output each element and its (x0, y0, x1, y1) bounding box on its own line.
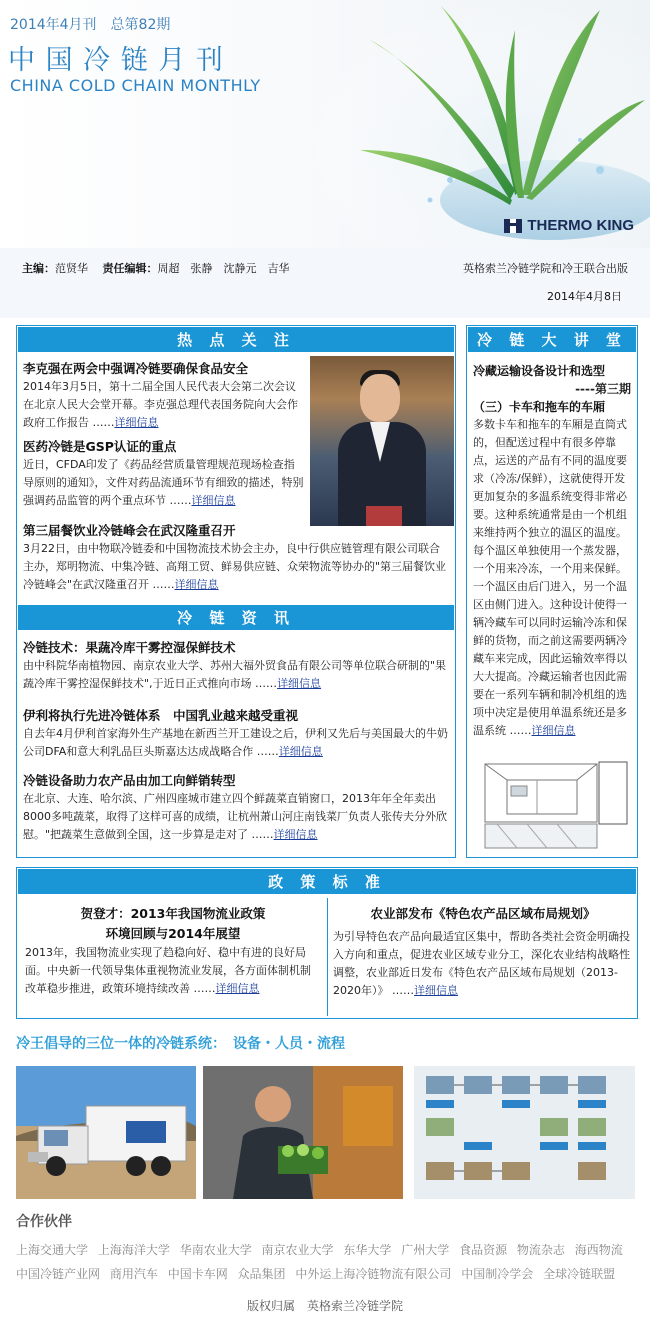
article-body: 3月22日，由中物联冷链委和中国物流技术协会主办，良中行供应链管理有限公司联合主办，郑明物流、中集冷链、高翔工贸、鲜易供应链、众荣物流等协办的"第三届餐饮业冷链峰会"在武汉隆重召开 …… (23, 542, 447, 591)
partner-link[interactable]: 华南农业大学 (179, 1243, 252, 1257)
article-body: 由中科院华南植物园、南京农业大学、苏州大福外贸食品有限公司等单位联合研制的"果蔬冷库干雾控湿保鲜技术",于近日正式推向市场 …… (23, 659, 447, 690)
article-title[interactable]: 农业部发布《特色农产品区域布局规划》 (370, 906, 596, 921)
editor-credits (22, 260, 290, 276)
partner-link[interactable]: 食品资源 (459, 1243, 508, 1257)
more-link[interactable]: 详细信息 (114, 416, 159, 429)
issue-line: 2014年4月刊 总第82期 (10, 17, 171, 33)
system-slogan: 冷王倡导的三位一体的冷链系统： 设备・人员・流程 (16, 1036, 345, 1052)
lecture-subheading: （三）卡车和拖车的车厢 (473, 400, 606, 414)
cold-chain-process-diagram (414, 1066, 635, 1199)
copyright: 版权归属 英格索兰冷链学院 (246, 1299, 403, 1313)
partner-link[interactable]: 南京农业大学 (261, 1243, 334, 1257)
publish-date: 2014年4月8日 (547, 290, 622, 303)
partner-link[interactable]: 中国冷链产业网 (16, 1267, 101, 1281)
article-title[interactable]: 冷链设备助力农产品由加工向鲜销转型 (23, 773, 236, 788)
news-article-2 (23, 707, 449, 761)
plant-splash-image (300, 0, 650, 248)
news-article-1 (23, 639, 449, 693)
lecture-period: ----第三期 (575, 382, 631, 396)
more-link[interactable]: 详细信息 (278, 745, 323, 758)
editor-label: 责任编辑： (102, 262, 158, 275)
partner-link[interactable]: 上海海洋大学 (97, 1243, 170, 1257)
partner-link[interactable]: 上海交通大学 (16, 1243, 89, 1257)
more-link[interactable]: 详细信息 (215, 982, 260, 995)
multi-temp-truck-diagram (477, 758, 637, 853)
partner-link[interactable]: 中国制冷学会 (461, 1267, 534, 1281)
policy-section-header: 政 策 标 准 (17, 868, 637, 895)
hot-article-3 (23, 522, 449, 594)
lecture-body: 多数卡车和拖车的车厢是直筒式的，但配送过程中有很多停靠点，运送的产品有不同的温度要求（冷冻/保鲜），这就使得开发更加复杂的多温系统变得非常必要。这种系统通常是由一个机组来维持两个独立的温区的温度。每个温区单独使用一个蒸发器，一个用来冷冻，一个用来保鲜。一个温区由后门进入，另一个温区由侧门进入。这种设计使得一辆冷藏车可以同时运输冷冻和保鲜的货物，而之前这需要两辆冷藏车来完成，因此运输效率得以大大提高。冷藏运输者也因此需要在一系列车辆和制冷机组的选项中决定是使用单温系统还是多温系统 …… (473, 418, 627, 737)
article-body: 2013年，我国物流业实现了趋稳向好、稳中有进的良好局面。中央新一代领导集体重视物流业发展，各方面体制机制改革稳步推进，政策环境持续改善 …… (25, 946, 311, 995)
chief-label: 主编： (22, 262, 55, 275)
article-title[interactable]: 冷链技术：果蔬冷库干雾控湿保鲜技术 (23, 640, 236, 655)
thermo-king-mark-icon (504, 219, 522, 233)
policy-right-article (333, 904, 633, 1000)
news-section-header: 冷 链 资 讯 (17, 604, 455, 631)
worker-vegetables-photo (203, 1066, 403, 1199)
partner-link[interactable]: 中外运上海冷链物流有限公司 (295, 1267, 452, 1281)
partner-link[interactable]: 物流杂志 (516, 1243, 565, 1257)
article-body: 自去年4月伊利首家海外生产基地在新西兰开工建设之后，伊利又先后与美国最大的牛奶公司DFA和意大利乳品巨头斯嘉达达成战略合作 …… (23, 727, 448, 758)
partner-link[interactable]: 众品集团 (237, 1267, 286, 1281)
partner-link[interactable]: 广州大学 (401, 1243, 450, 1257)
publisher: 英格索兰冷链学院和冷王联合出版 (463, 262, 628, 275)
chief-editor: 范贤华 (55, 262, 88, 275)
lecture-heading[interactable]: 冷藏运输设备设计和选型 (473, 364, 606, 378)
more-link[interactable]: 详细信息 (174, 578, 219, 591)
policy-box (16, 867, 638, 1019)
premier-photo (310, 356, 454, 526)
more-link[interactable]: 详细信息 (277, 677, 322, 690)
brand-name: THERMO KING (527, 217, 634, 234)
more-link[interactable]: 详细信息 (191, 494, 236, 507)
partner-link[interactable]: 全球冷链联盟 (543, 1267, 616, 1281)
policy-left-article (25, 904, 321, 998)
column-divider (327, 898, 328, 1016)
more-link[interactable]: 详细信息 (414, 984, 458, 997)
masthead (0, 0, 650, 248)
article-title-line2[interactable]: 环境回顾与2014年展望 (105, 926, 241, 941)
article-body: 近日，CFDA印发了《药品经营质量管理规范现场检查指导原则的通知》，文件对药品流通环节有细致的描述，特别强调药品监管的两个重点环节 …… (23, 458, 304, 507)
more-link[interactable]: 详细信息 (531, 724, 576, 737)
thermo-king-logo (504, 217, 634, 234)
article-body: 2014年3月5日，第十二届全国人民代表大会第二次会议在北京人民大会堂开幕。李克强总理代表国务院向大会作政府工作报告 …… (23, 380, 298, 429)
editors-bar (0, 248, 650, 318)
lecture-section-header: 冷 链 大 讲 堂 (467, 326, 637, 353)
lecture-content (473, 362, 631, 740)
hot-article-2 (23, 438, 305, 510)
article-title[interactable]: 第三届餐饮业冷链峰会在武汉隆重召开 (23, 523, 236, 538)
hot-section-header: 热 点 关 注 (17, 326, 455, 353)
partners-list (16, 1238, 636, 1286)
article-title[interactable]: 医药冷链是GSP认证的重点 (23, 439, 177, 454)
article-title[interactable]: 伊利将执行先进冷链体系 中国乳业越来越受重视 (23, 708, 299, 723)
title-cn: 中 国 冷 链 月 刊 (8, 45, 224, 76)
lecture-box (466, 325, 638, 858)
article-body: 为引导特色农产品向最适宜区集中，帮助各类社会资金明确投入方向和重点，促进农业区域专业分工，深化农业结构战略性调整，农业部近日发布《特色农产品区域布局规划（2013-2020年）》 …… (333, 930, 630, 997)
title-en: CHINA COLD CHAIN MONTHLY (10, 76, 261, 95)
partners-title: 合作伙伴 (16, 1214, 72, 1230)
partner-link[interactable]: 东华大学 (343, 1243, 392, 1257)
hot-news-box (16, 325, 456, 858)
news-article-3 (23, 772, 449, 844)
article-body: 在北京、大连、哈尔滨、广州四座城市建立四个鲜蔬菜直销窗口，2013年年全年卖出8000多吨蔬菜，取得了这样可喜的成绩，让杭州萧山河庄南钱菜厂负责人张传夫分外欣慰。"把蔬菜生意做到全国，这一步算是走对了 …… (23, 792, 447, 841)
article-title-line1[interactable]: 贺登才：2013年我国物流业政策 (80, 906, 266, 921)
partner-link[interactable]: 海西物流 (574, 1243, 623, 1257)
refrigerated-truck-photo (16, 1066, 196, 1199)
more-link[interactable]: 详细信息 (273, 828, 318, 841)
article-title[interactable]: 李克强在两会中强调冷链要确保食品安全 (23, 361, 249, 376)
hot-article-1 (23, 360, 305, 432)
partner-link[interactable]: 中国卡车网 (167, 1267, 228, 1281)
responsible-editors: 周超 张静 沈静元 吉华 (157, 262, 290, 275)
partner-link[interactable]: 商用汽车 (109, 1267, 158, 1281)
